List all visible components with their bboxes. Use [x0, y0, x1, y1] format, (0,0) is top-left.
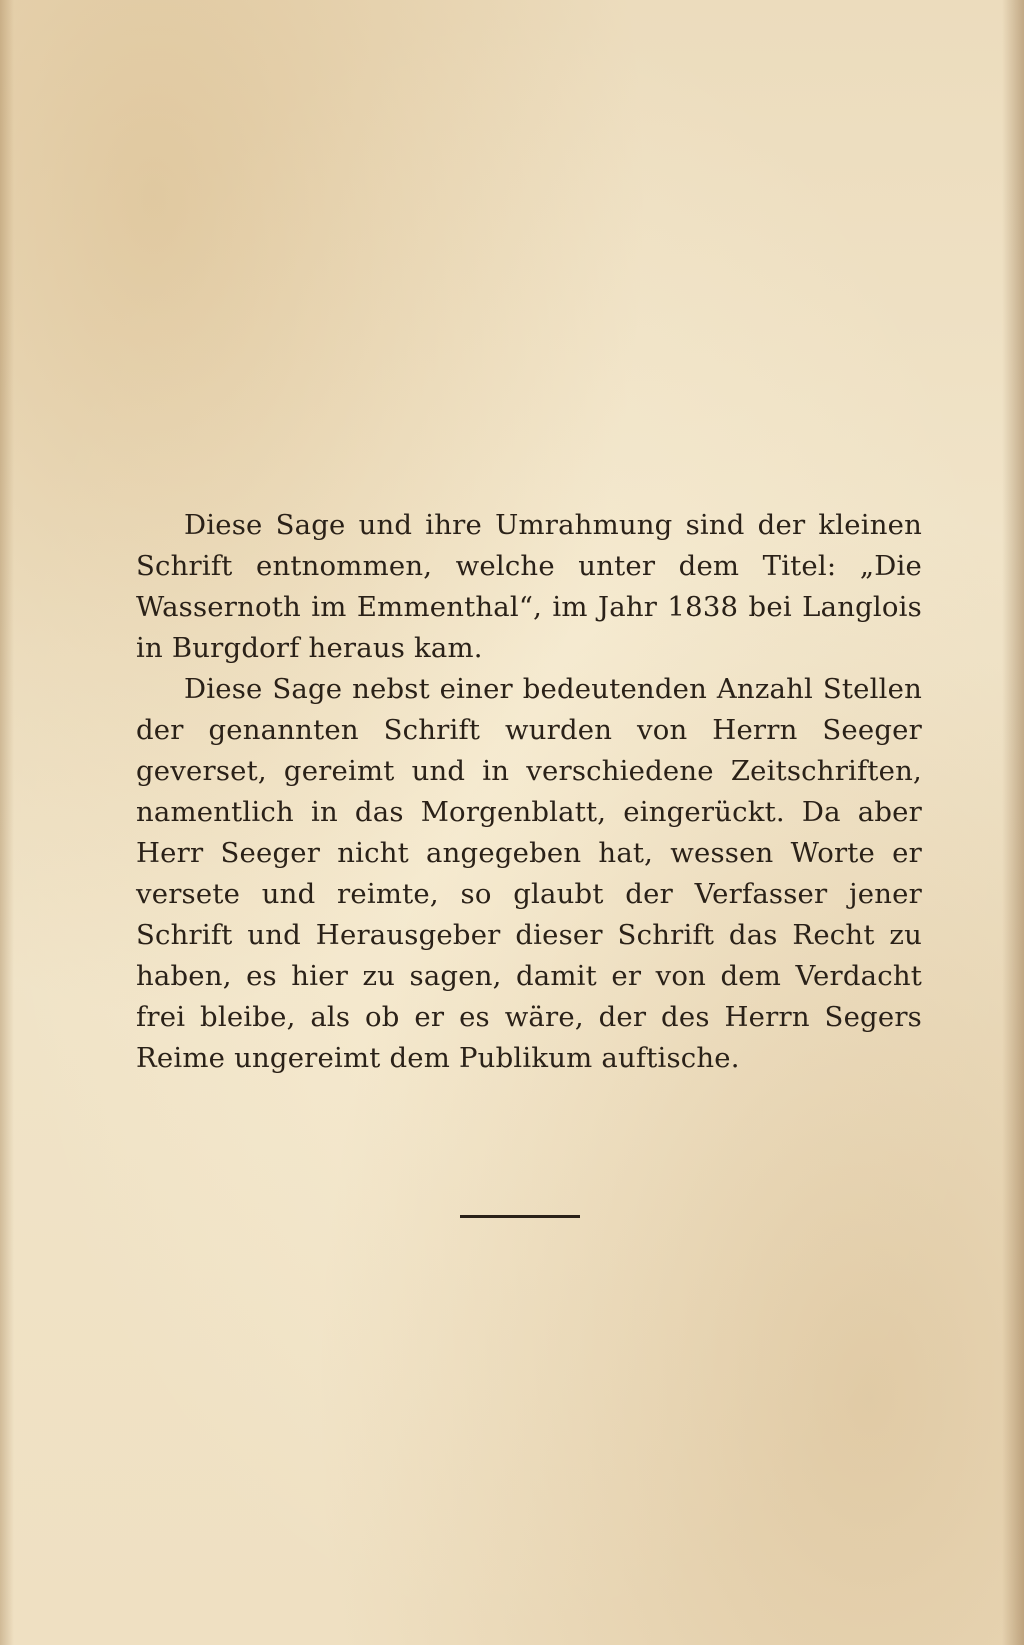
body-text — [136, 505, 922, 1079]
closing-rule — [460, 1215, 580, 1218]
paragraph-2: Diese Sage nebst einer bedeutenden Anzahl Stellen der genannten Schrift wurden von Herrn Seeger geverset, gereimt und in verschiedene Zeitschriften, namentlich in das Morgenblatt, eingerückt. Da aber Herr Seeger nicht angegeben hat, wessen Worte er versete und reimte, so glaubt der Verfasser jener Schrift und Herausgeber dieser Schrift das Recht zu haben, es hier zu sagen, damit er von dem Verdacht frei bleibe, als ob er es wäre, der des Herrn Segers Reime ungereimt dem Publikum auftische. — [136, 673, 922, 1074]
paragraph-1: Diese Sage und ihre Umrahmung sind der kleinen Schrift entnommen, welche unter dem Titel: „Die Wassernoth im Emmenthal“, im Jahr 1838 bei Langlois in Burgdorf heraus kam. — [136, 509, 922, 664]
page-edge-shadow-right — [1002, 0, 1024, 1645]
page-edge-shadow-left — [0, 0, 14, 1645]
